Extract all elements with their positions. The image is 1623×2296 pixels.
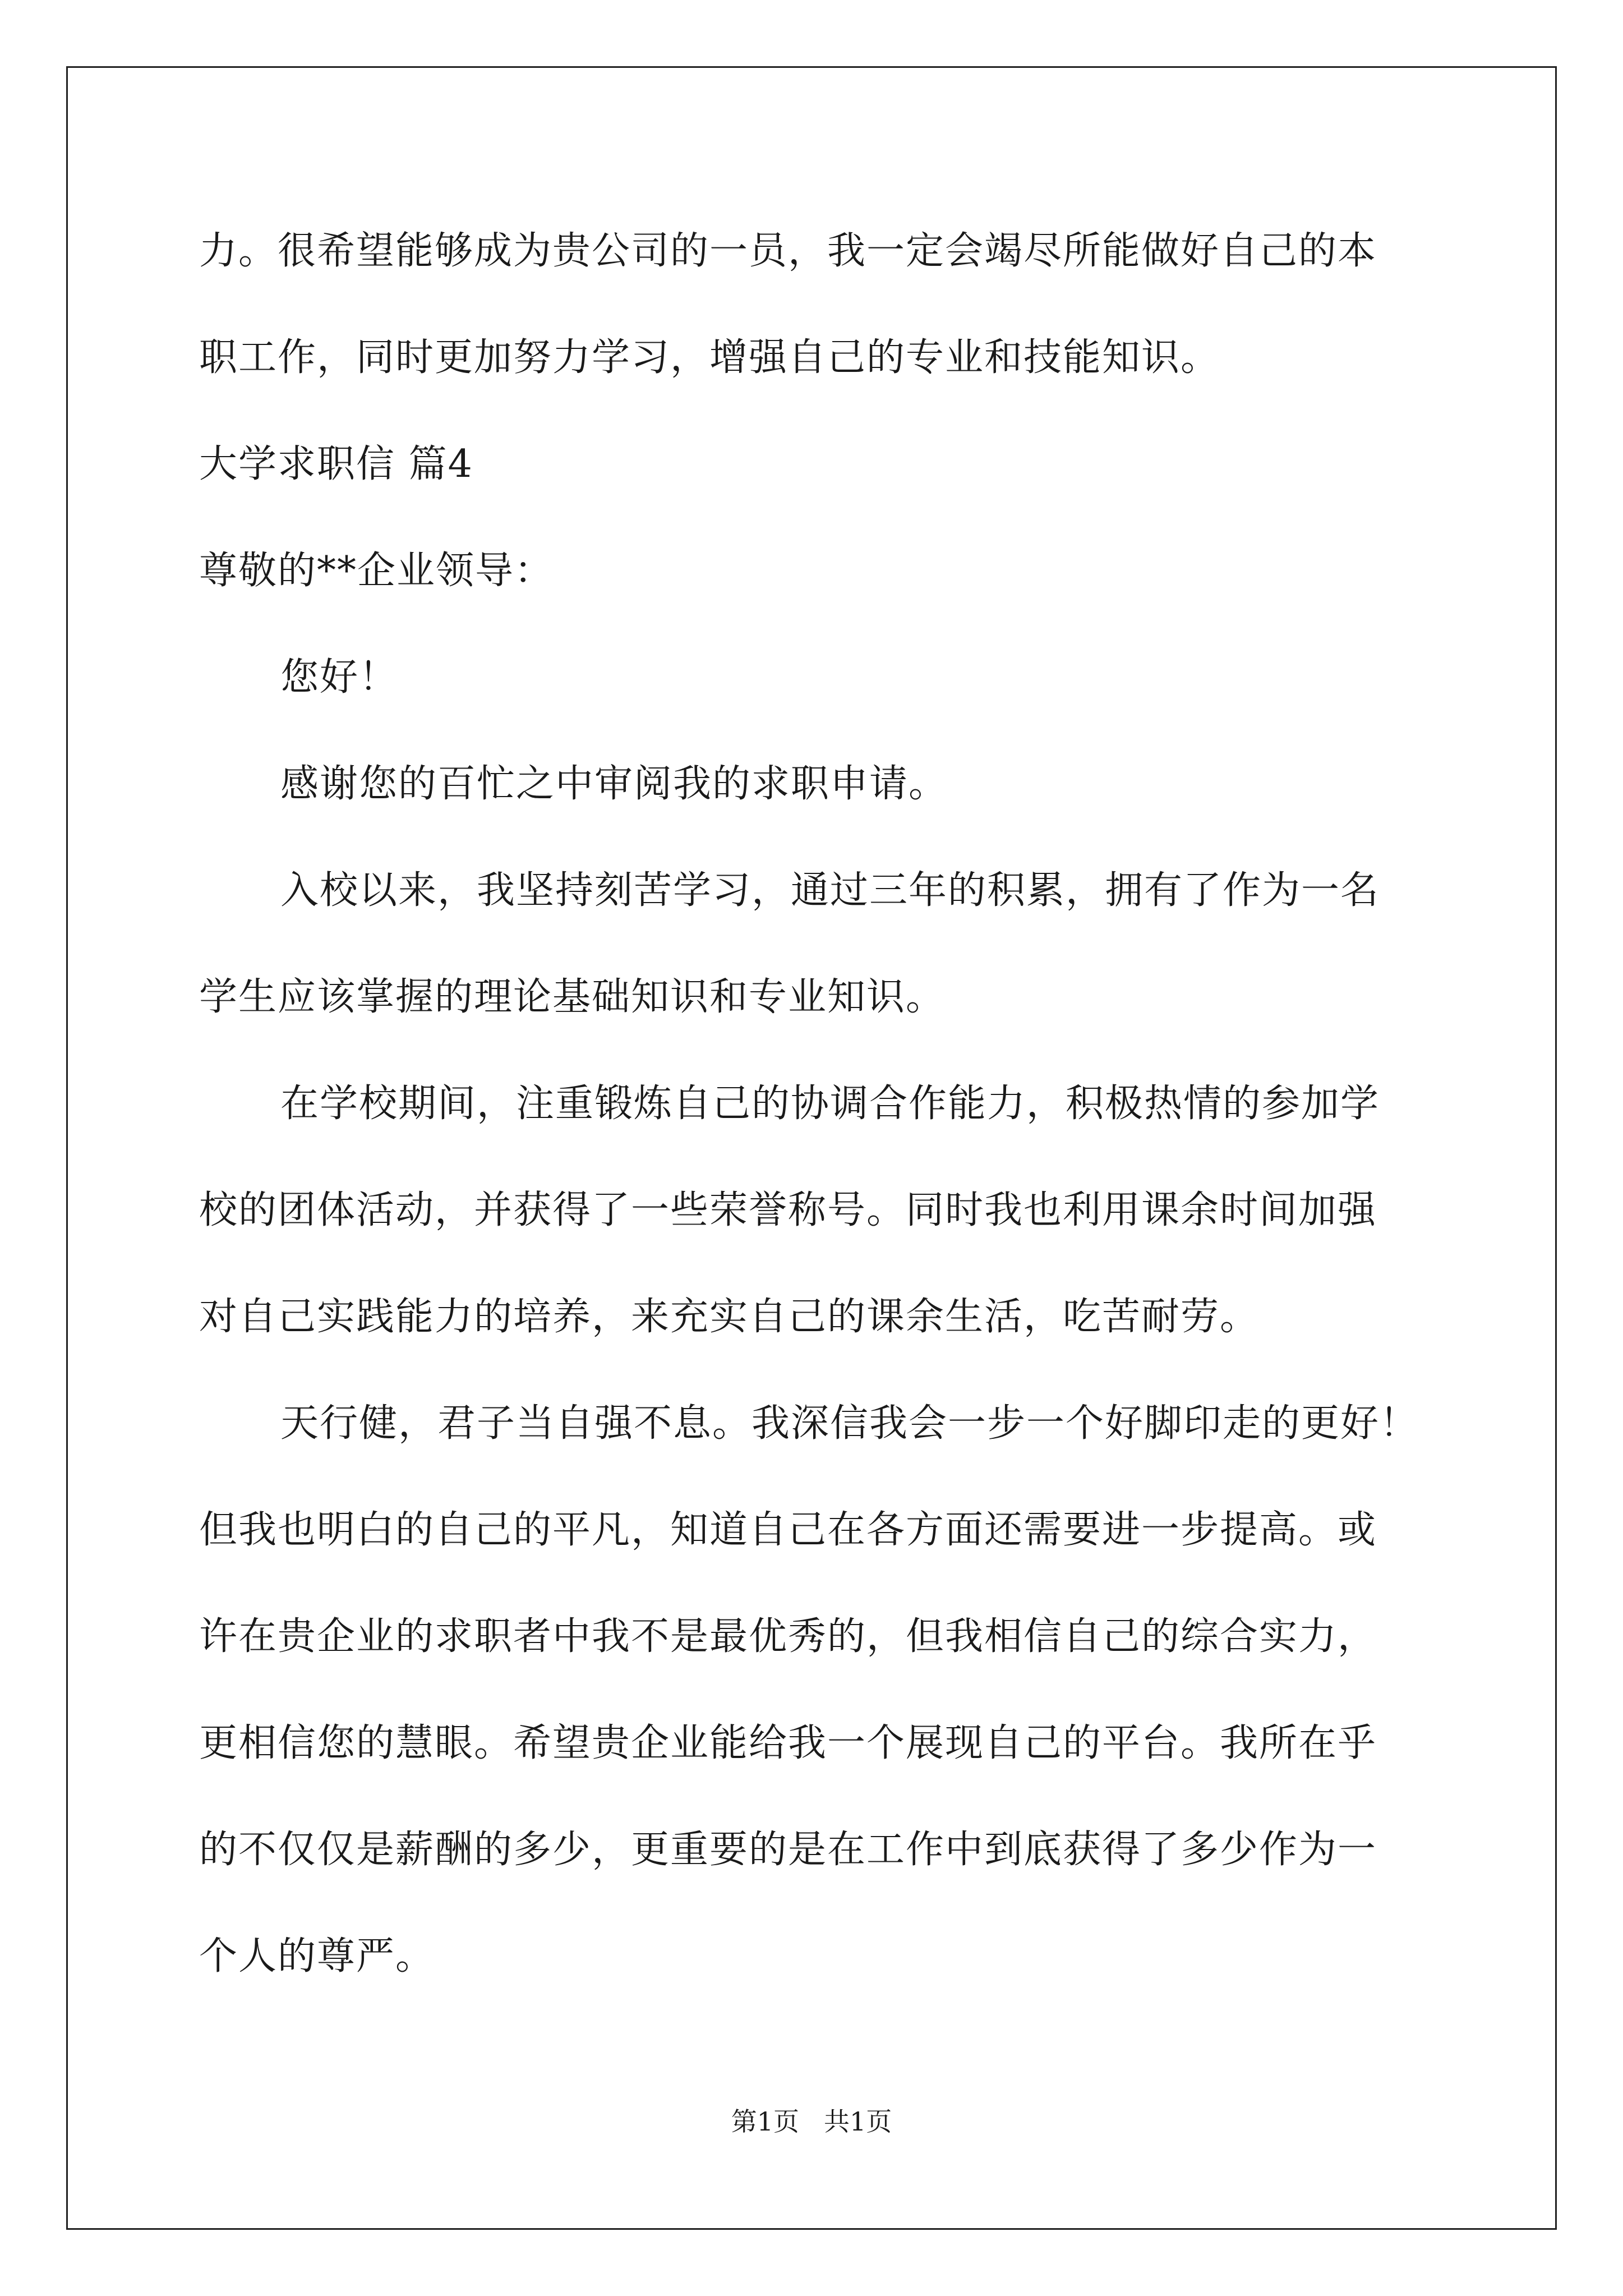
section-heading: 大学求职信 篇4 (199, 442, 473, 486)
body-text-line: 的不仅仅是薪酬的多少，更重要的是在工作中到底获得了多少作为一 (199, 1828, 1377, 1872)
body-text-line: 但我也明白的自己的平凡，知道自己在各方面还需要进一步提高。或 (199, 1508, 1377, 1552)
body-text-line: 对自己实践能力的培养，来充实自己的课余生活，吃苦耐劳。 (199, 1295, 1260, 1339)
page-total: 共1页 (823, 2106, 892, 2137)
body-text-line: 力。很希望能够成为贵公司的一员，我一定会竭尽所能做好自己的本 (199, 229, 1377, 273)
salutation: 尊敬的**企业领导： (199, 549, 554, 593)
page-border (66, 66, 1557, 2230)
body-text-line: 职工作，同时更加努力学习，增强自己的专业和技能知识。 (199, 335, 1220, 380)
page-number: 第1页 (731, 2106, 800, 2137)
body-text-line: 更相信您的慧眼。希望贵企业能给我一个展现自己的平台。我所在乎 (199, 1721, 1377, 1765)
page-footer (0, 2105, 1623, 2138)
body-text-line: 许在贵企业的求职者中我不是最优秀的，但我相信自己的综合实力， (199, 1614, 1377, 1659)
body-text-line: 学生应该掌握的理论基础知识和专业知识。 (199, 975, 946, 1019)
body-text-line: 个人的尊严。 (199, 1934, 435, 1978)
body-text-line: 感谢您的百忙之中审阅我的求职申请。 (280, 762, 948, 806)
body-text-line: 校的团体活动，并获得了一些荣誉称号。同时我也利用课余时间加强 (199, 1188, 1377, 1232)
body-text-line: 入校以来，我坚持刻苦学习，通过三年的积累，拥有了作为一名 (280, 868, 1380, 913)
body-text-line: 天行健，君子当自强不息。我深信我会一步一个好脚印走的更好！ (280, 1401, 1419, 1446)
body-text-line: 在学校期间，注重锻炼自己的协调合作能力，积极热情的参加学 (280, 1082, 1380, 1126)
greeting: 您好！ (280, 655, 399, 700)
